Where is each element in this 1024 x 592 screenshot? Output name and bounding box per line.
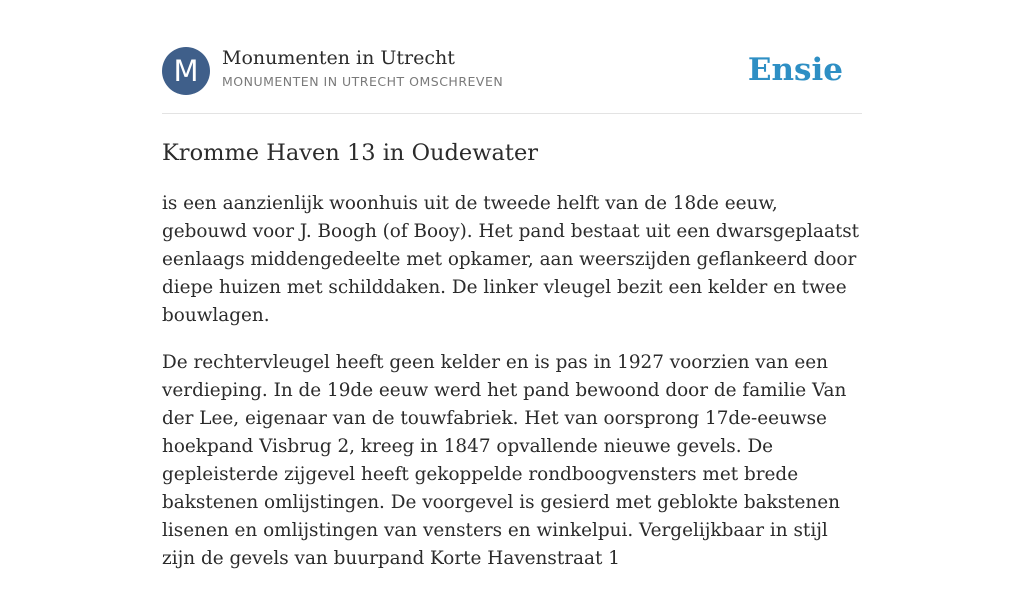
header (162, 46, 862, 96)
article-body (162, 190, 862, 592)
site-subtitle: MONUMENTEN IN UTRECHT OMSCHREVEN (222, 74, 504, 89)
header-divider (162, 113, 862, 114)
site-title[interactable]: Monumenten in Utrecht (222, 47, 455, 69)
brand-logo[interactable]: Ensie (747, 52, 843, 88)
avatar[interactable]: M (162, 47, 210, 95)
article-title: Kromme Haven 13 in Oudewater (162, 140, 539, 166)
paragraph: is een aanzienlijk woonhuis uit de tweede helft van de 18de eeuw, gebouwd voor J. Boogh (of Booy). Het pand bestaat uit een dwarsgeplaatst eenlaags middengedeelte met opkamer, aan weerszijden geflankeerd door diepe huizen met schilddaken. De linker vleugel bezit een kelder en twee bouwlagen. (162, 193, 860, 326)
paragraph: De rechtervleugel heeft geen kelder en is pas in 1927 voorzien van een verdieping. In de 19de eeuw werd het pand bewoond door de familie Van der Lee, eigenaar van de touwfabriek. Het van oorsprong 17de-eeuwse hoekpand Visbrug 2, kreeg in 1847 opvallende nieuwe gevels. De gepleisterde zijgevel heeft gekoppelde rondboogvensters met brede bakstenen omlijstingen. De voorgevel is gesierd met geblokte bakstenen lisenen en omlijstingen van vensters en winkelpui. Vergelijkbaar in stijl zijn de gevels van buurpand Korte Havenstraat 1 (162, 352, 847, 569)
